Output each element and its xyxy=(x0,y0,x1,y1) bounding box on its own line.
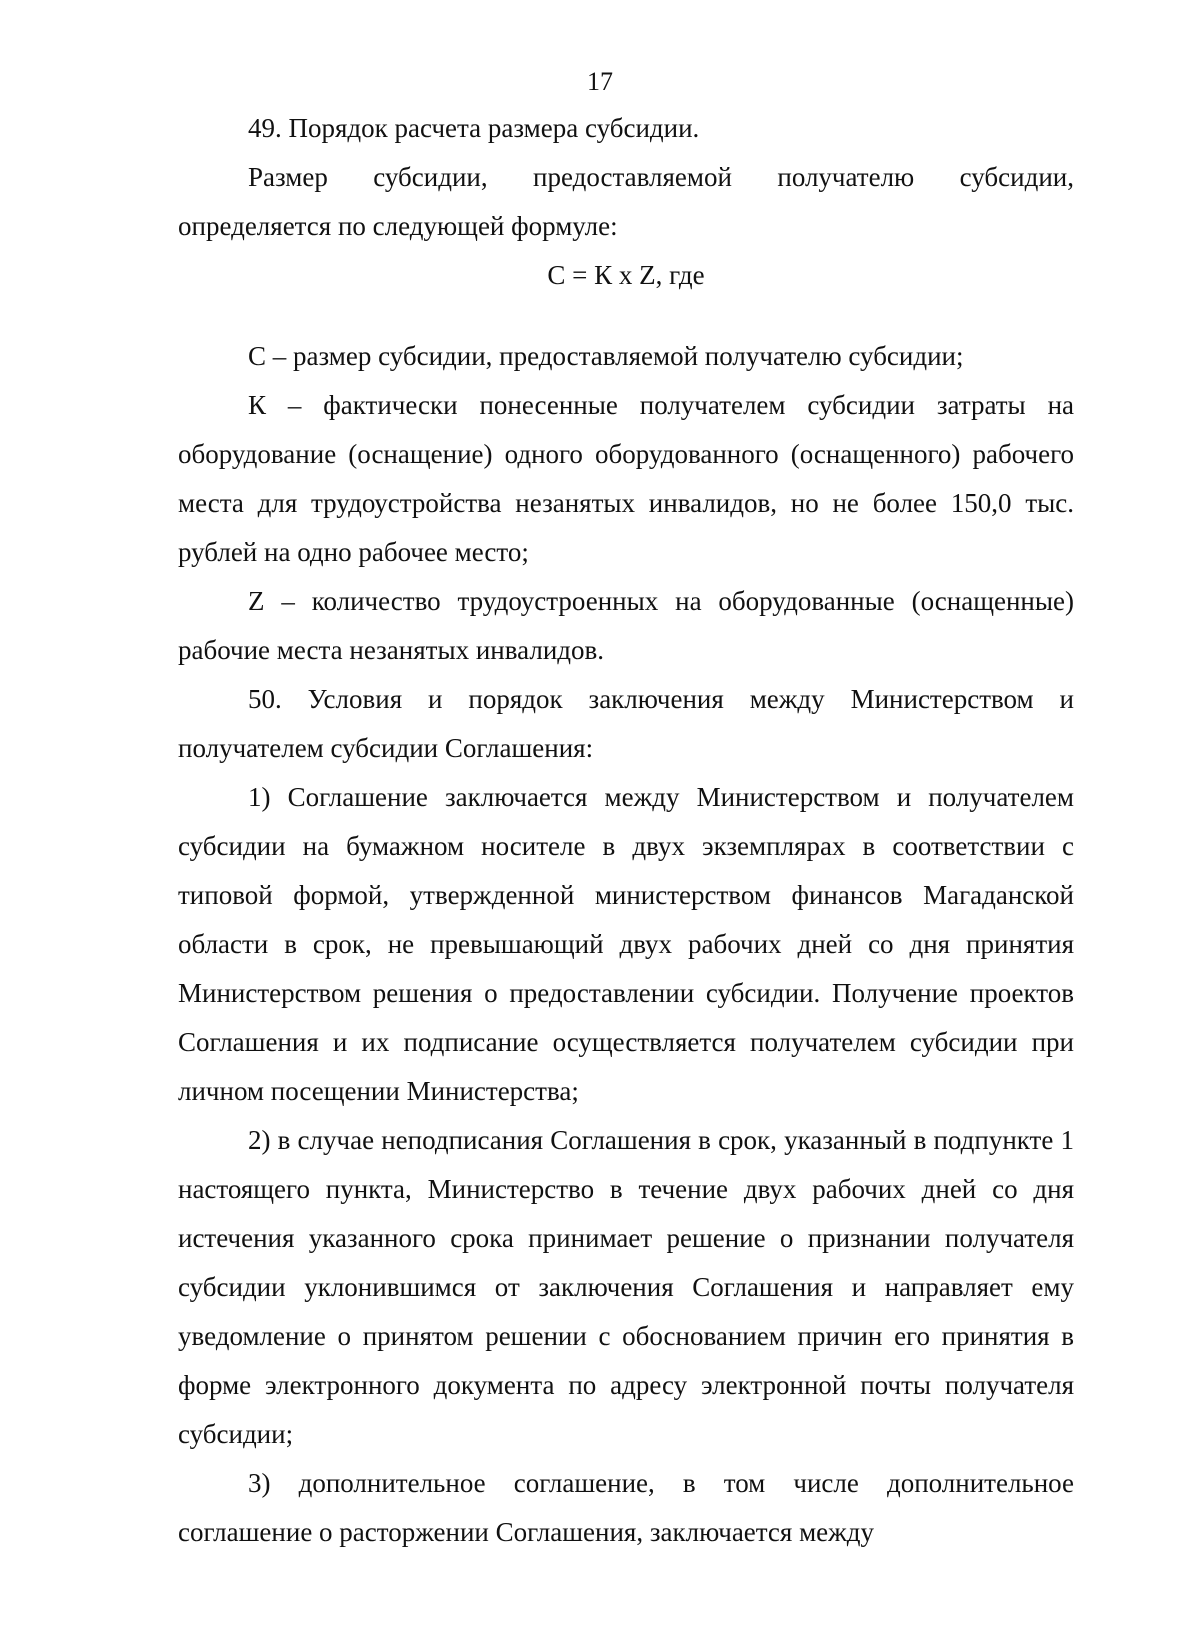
page-number: 17 xyxy=(587,67,613,96)
definition-z: Z – количество трудоустроенных на оборудованные (оснащенные) рабочие места незанятых инвалидов. xyxy=(178,586,1074,665)
section-50-item-2: 2) в случае неподписания Соглашения в срок, указанный в подпункте 1 настоящего пункта, Министерство в течение двух рабочих дней со дня истечения указанного срока принимает решение о признании получателя субсидии уклонившимся от заключения Соглашения и направляет ему уведомление о принятом решении с обоснованием причин его принятия в форме электронного документа по адресу электронной почты получателя субсидии; xyxy=(178,1125,1074,1449)
definition-k: К – фактически понесенные получателем субсидии затраты на оборудование (оснащение) одного оборудованного (оснащенного) рабочего места для трудоустройства незанятых инвалидов, но не более 150,0 тыс. рублей на одно рабочее место; xyxy=(178,390,1074,567)
document-body xyxy=(178,104,1074,1557)
section-50-heading: 50. Условия и порядок заключения между Министерством и получателем субсидии Соглашения: xyxy=(178,684,1074,763)
section-50-item-1: 1) Соглашение заключается между Министерством и получателем субсидии на бумажном носителе в двух экземплярах в соответствии с типовой формой, утвержденной министерством финансов Магаданской области в срок, не превышающий двух рабочих дней со дня принятия Министерством решения о предоставлении субсидии. Получение проектов Соглашения и их подписание осуществляется получателем субсидии при личном посещении Министерства; xyxy=(178,782,1074,1106)
section-49-intro: Размер субсидии, предоставляемой получателю субсидии, определяется по следующей формуле: xyxy=(178,162,1074,241)
section-49-heading: 49. Порядок расчета размера субсидии. xyxy=(248,113,700,143)
section-50-item-3: 3) дополнительное соглашение, в том числе дополнительное соглашение о расторжении Соглашения, заключается между xyxy=(178,1468,1074,1547)
definition-c: С – размер субсидии, предоставляемой получателю субсидии; xyxy=(248,341,964,371)
subsidy-formula: С = К х Z, где xyxy=(547,260,705,290)
